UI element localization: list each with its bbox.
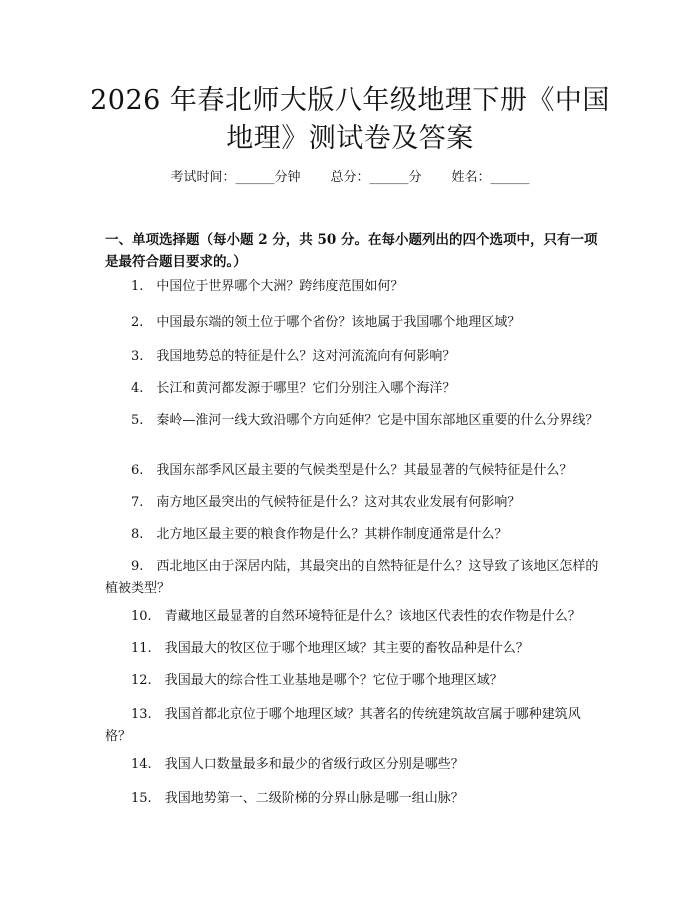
question-text: 我国东部季风区最主要的气候类型是什么？其最显著的气候特征是什么？: [156, 463, 573, 478]
question-text: 我国地势总的特征是什么？这对河流流向有何影响？: [156, 349, 456, 364]
question-item: [105, 788, 600, 810]
question-item: [105, 556, 600, 600]
section-heading: 一、单项选择题（每小题 2 分，共 50 分。在每小题列出的四个选项中，只有一项是最符合题目要求的。）: [105, 232, 598, 270]
question-item: [105, 410, 600, 432]
question-number: 11.: [131, 641, 152, 656]
question-item: [105, 460, 600, 482]
question-item: [105, 492, 600, 514]
question-item: [105, 606, 600, 628]
question-text: 青藏地区最显著的自然环境特征是什么？该地区代表性的农作物是什么？: [164, 609, 581, 624]
question-item: [105, 276, 600, 298]
question-item: [105, 704, 600, 748]
question-item: [105, 670, 600, 692]
question-number: 10.: [131, 609, 152, 624]
question-number: 6.: [131, 463, 144, 478]
question-number: 15.: [131, 791, 152, 806]
question-text: 长江和黄河都发源于哪里？它们分别注入哪个海洋？: [156, 381, 456, 396]
question-text: 我国最大的综合性工业基地是哪个？它位于哪个地理区域？: [164, 673, 503, 688]
question-item: [105, 524, 600, 546]
exam-info-line: [0, 168, 700, 188]
question-item: [105, 754, 600, 776]
student-name-field: 姓名：______: [451, 170, 530, 185]
question-number: 7.: [131, 495, 144, 510]
question-item: [105, 378, 600, 400]
total-score-field: 总分：______分: [330, 170, 422, 185]
question-number: 5.: [131, 413, 144, 428]
question-text: 西北地区由于深居内陆，其最突出的自然特征是什么？这导致了该地区怎样的植被类型？: [105, 559, 599, 596]
question-text: 北方地区最主要的粮食作物是什么？其耕作制度通常是什么？: [156, 527, 508, 542]
exam-time-field: 考试时间：______分钟: [170, 170, 301, 185]
question-item: [105, 346, 600, 368]
question-number: 14.: [131, 757, 152, 772]
question-number: 9.: [131, 559, 144, 574]
question-text: 南方地区最突出的气候特征是什么？这对其农业发展有何影响？: [156, 495, 521, 510]
question-number: 13.: [131, 707, 152, 722]
question-item: [105, 312, 600, 334]
question-item: [105, 638, 600, 660]
question-number: 12.: [131, 673, 152, 688]
question-text: 我国最大的牧区位于哪个地理区域？其主要的畜牧品种是什么？: [164, 641, 529, 656]
question-number: 4.: [131, 381, 144, 396]
question-text: 中国位于世界哪个大洲？跨纬度范围如何？: [156, 279, 404, 294]
question-number: 1.: [131, 279, 144, 294]
question-number: 3.: [131, 349, 144, 364]
question-text: 我国人口数量最多和最少的省级行政区分别是哪些？: [164, 757, 464, 772]
question-text: 秦岭—淮河一线大致沿哪个方向延伸？它是中国东部地区重要的什么分界线？: [156, 413, 599, 428]
question-number: 8.: [131, 527, 144, 542]
question-text: 我国首都北京位于哪个地理区域？其著名的传统建筑故宫属于哪种建筑风格？: [105, 707, 581, 744]
question-number: 2.: [131, 315, 144, 330]
question-text: 中国最东端的领土位于哪个省份？该地属于我国哪个地理区域？: [156, 315, 521, 330]
question-text: 我国地势第一、二级阶梯的分界山脉是哪一组山脉？: [164, 791, 464, 806]
document-title: 2026 年春北师大版八年级地理下册《中国地理》测试卷及答案: [90, 85, 610, 154]
